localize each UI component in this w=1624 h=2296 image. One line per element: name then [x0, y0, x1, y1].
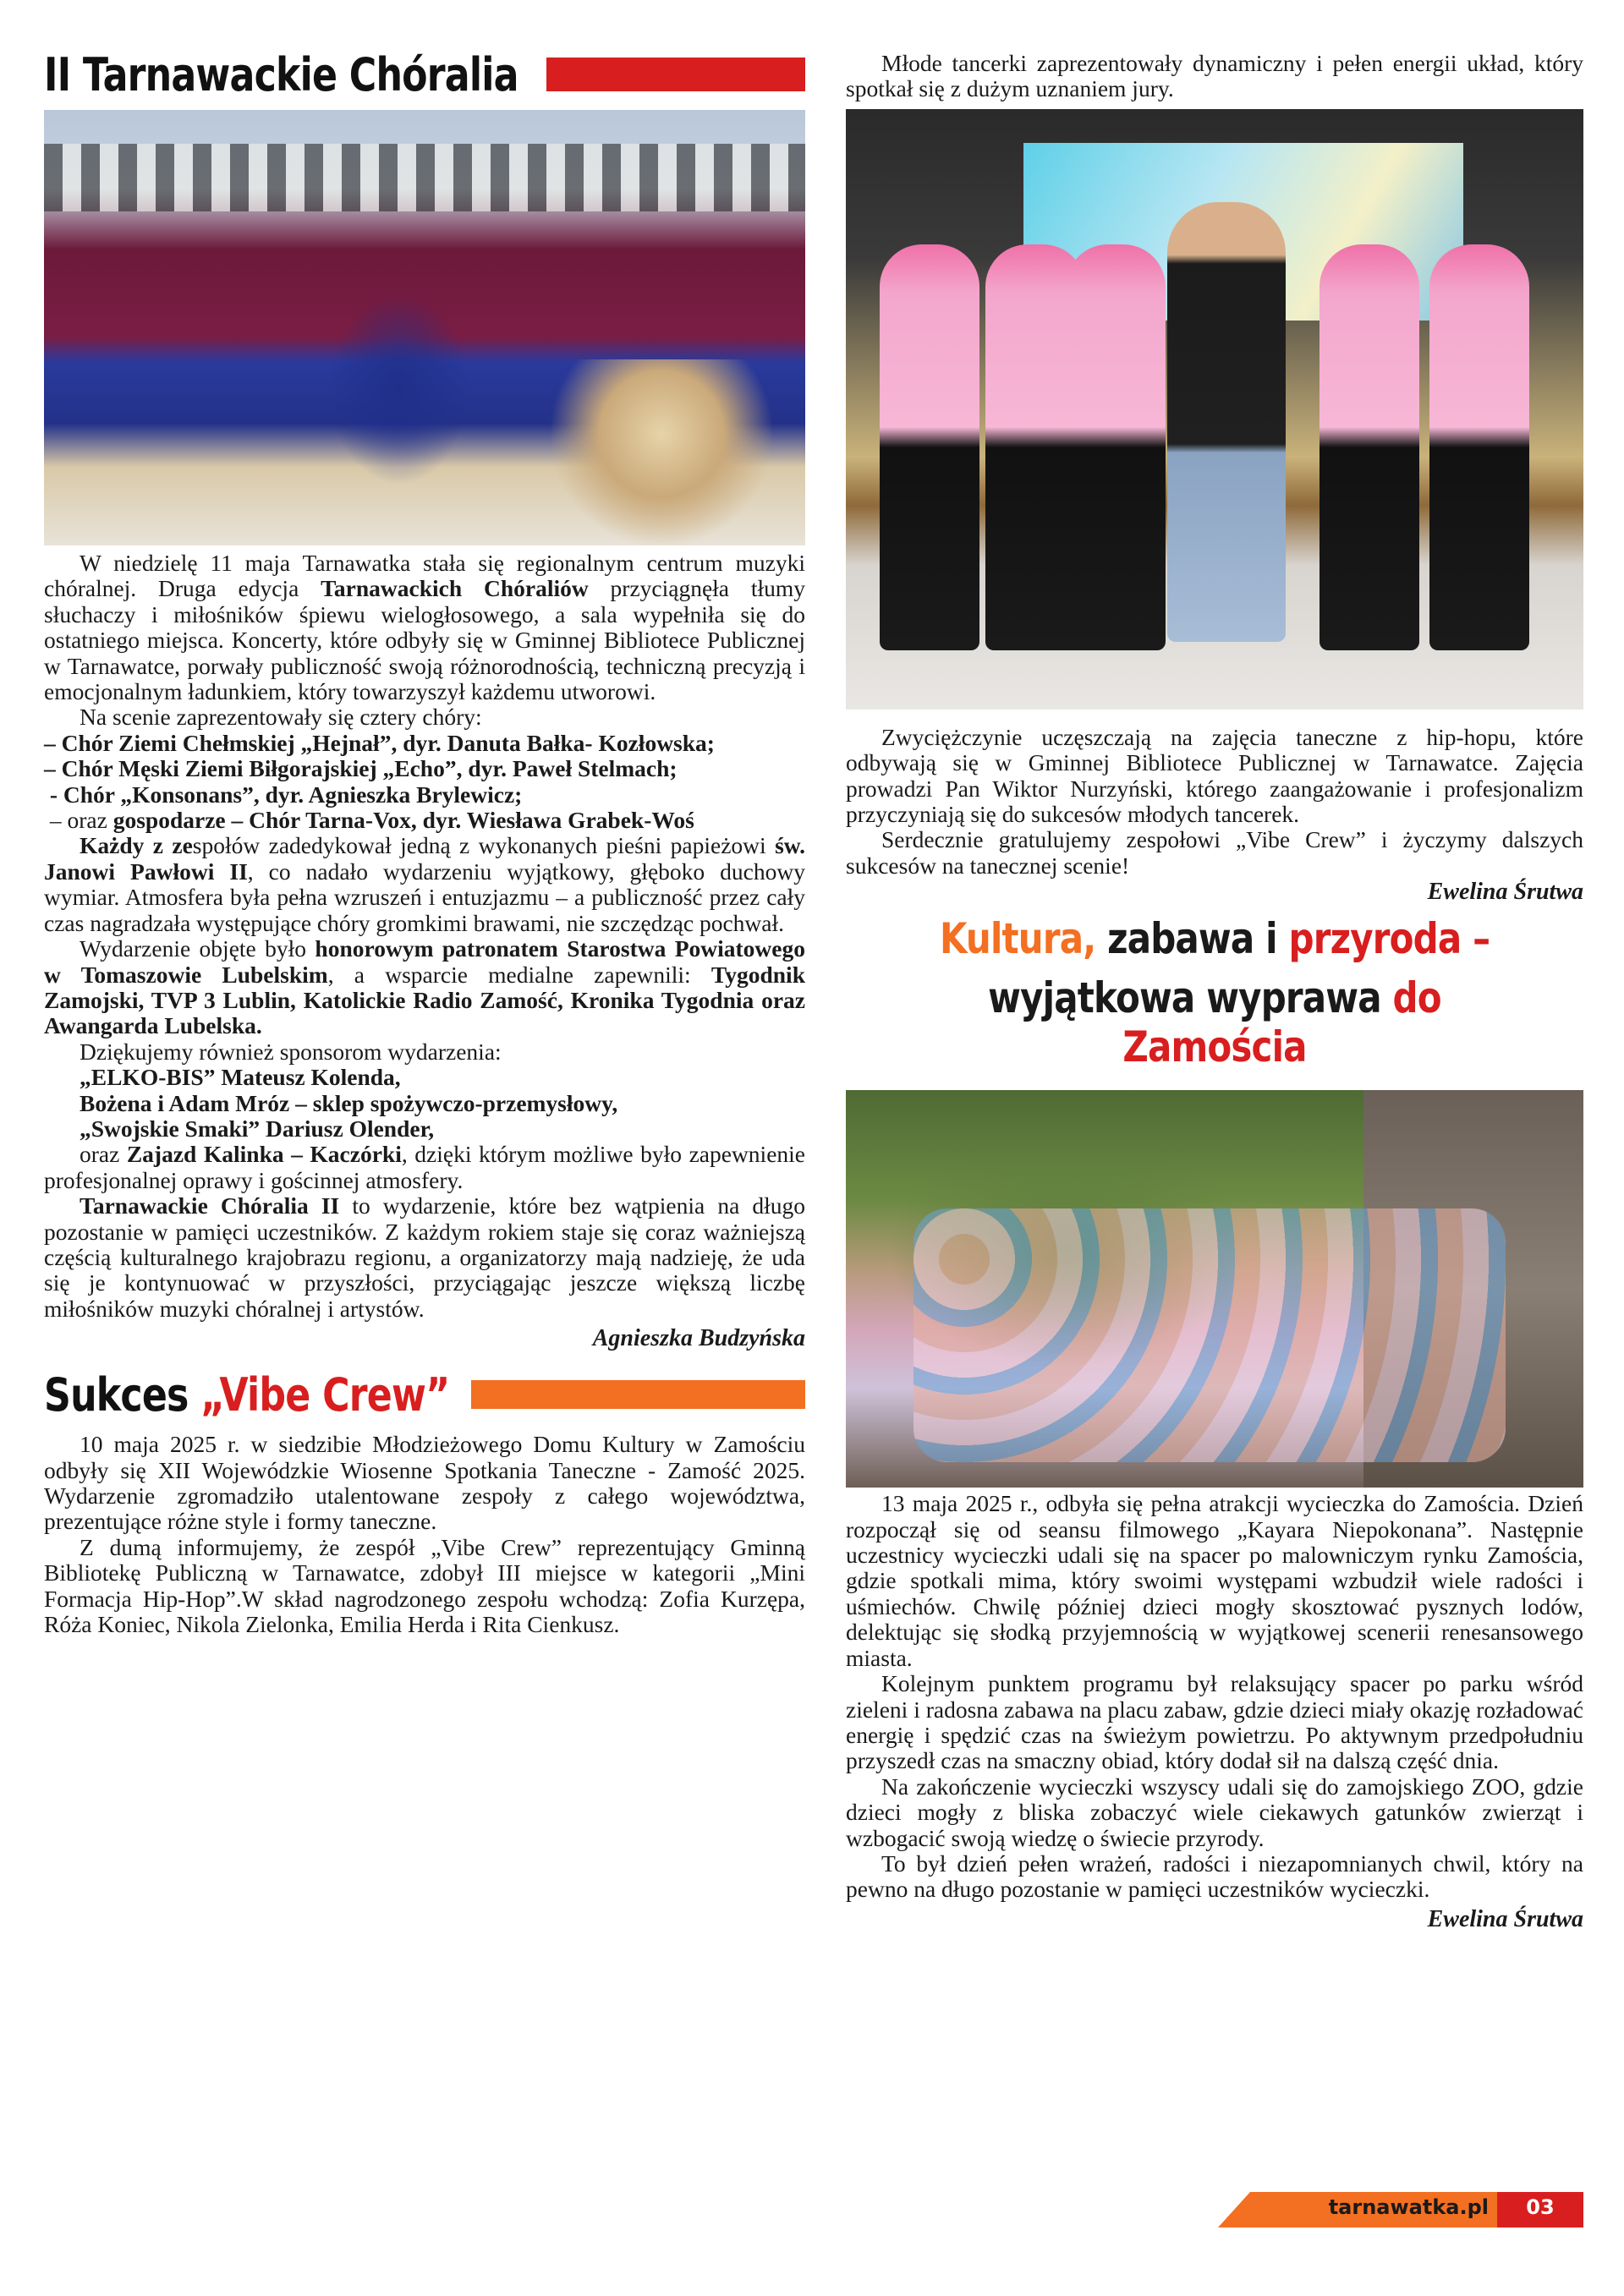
- choralia-author: Agnieszka Budzyńska: [592, 1325, 805, 1352]
- kultura-paragraph: Na zakończenie wycieczki wszyscy udali się do zamojskiego ZOO, gdzie dzieci mogły z bliska zobaczyć wiele ciekawych gatunków zwierząt i wzbogacić swoją wiedzę o świecie przyrody.: [846, 1773, 1583, 1851]
- heading-accent-bar: [546, 58, 805, 91]
- vibe-article-part2: [846, 51, 1583, 102]
- vibe-article-part3: [846, 725, 1583, 906]
- page-footer: [1218, 2192, 1583, 2228]
- choir-photo: [44, 110, 805, 545]
- vibe-title: Sukces „Vibe Crew”: [44, 1367, 450, 1422]
- dancer-figure: [1429, 244, 1529, 650]
- sponsor-item: „ELKO-BIS” Mateusz Kolenda,: [80, 1064, 401, 1091]
- instructor-figure: [1167, 202, 1286, 642]
- heading-accent-bar: [471, 1380, 805, 1409]
- vibe-paragraph: Z dumą informujemy, że zespół „Vibe Crew” reprezentujący Gminną Bibliotekę Publiczną w Tarnawatce, zdobył III miejsce w kategorii „Mini Formacja Hip-Hop”.W skład nagrodzonego zespołu wchodzą: Zofia Kurzępa, Róża Koniec, Nikola Zielonka, Emilia Herda i Rita Cienkusz.: [44, 1533, 805, 1638]
- dancer-figure: [1320, 244, 1419, 650]
- choralia-paragraph: W niedzielę 11 maja Tarnawatka stała się regionalnym centrum muzyki chóralnej. Druga edycja Tarnawackich Chóraliów przyciągnęła tłumy słuchaczy i miłośników śpiewu wielogłosowego, a sala wypełniła się do ostatniego miejsca. Koncerty, które odbyły się w Gminnej Bibliotece Publicznej w Tarnawatce, porwały publiczność swoją różnorodnością, techniczną precyzją i emocjonalnym ładunkiem, który towarzyszył każdemu utworowi.: [44, 550, 805, 705]
- choralia-article: [44, 551, 805, 1352]
- choralia-paragraph: Wydarzenie objęte było honorowym patronatem Starostwa Powiatowego w Tomaszowie Lubelskim, a wsparcie medialne zapewnili: Tygodnik Zamojski, TVP 3 Lublin, Katolickie Radio Zamość, Kronika Tygodnia oraz Awangarda Lubelska.: [44, 935, 805, 1039]
- kultura-paragraph: 13 maja 2025 r., odbyła się pełna atrakcji wycieczka do Zamościa. Dzień rozpoczął się od seansu filmowego „Kayara Niepokonana”. Następnie uczestnicy wycieczki udali się na spacer po malowniczym rynku Zamościa, gdzie spotkali mima, który swoimi występami wzbudził wiele radości i uśmiechów. Chwilę później dzieci mogły skosztować pysznych lodów, delektując się słodką przyjemnością w wyjątkowej scenerii renesansowego miasta.: [846, 1490, 1583, 1671]
- kultura-author: Ewelina Śrutwa: [1427, 1905, 1583, 1932]
- zoo-trip-photo: [846, 1090, 1583, 1488]
- choralia-title: II Tarnawackie Chóralia: [44, 47, 518, 101]
- choralia-paragraph: Tarnawackie Chóralia II to wydarzenie, które bez wątpienia na długo pozostanie w pamięci uczestników. Z każdym rokiem staje się coraz ważniejszą częścią kulturalnego krajobrazu regionu, a organizatorzy mają nadzieję, że uda się je kontynuować w przyszłości, przyciągając jeszcze większą liczbę miłośników muzyki chóralnej i artystów.: [44, 1192, 806, 1322]
- kultura-paragraph: Kolejnym punktem programu był relaksujący spacer po parku wśród zieleni i radosna zabawa na placu zabaw, gdzie dzieci miały okazję rozładować energię i spędzić czas na świeżym powietrzu. Po aktywnym przedpołudniu przyszedł czas na smaczny obiad, który dodał sił na dalszą część dnia.: [846, 1670, 1583, 1774]
- choralia-paragraph: Każdy z zespołów zadedykował jedną z wykonanych pieśni papieżowi św. Janowi Pawłowi II, co nadało wydarzeniu wyjątkowy, głęboko duchowy wymiar. Atmosfera była pełna wzruszeń i entuzjazmu – a publiczność przez cały czas nagradzała występujące chóry gromkimi brawami, nie szczędząc pochwał.: [44, 832, 805, 936]
- vibe-paragraph: 10 maja 2025 r. w siedzibie Młodzieżowego Domu Kultury w Zamościu odbyły się XII Wojewódzkie Wiosenne Spotkania Taneczne - Zamość 2025. Wydarzenie zgromadziło utalentowane zespoły z całego województwa, prezentujące różne style i formy taneczne.: [44, 1431, 805, 1535]
- footer-site[interactable]: tarnawatka.pl: [1328, 2195, 1489, 2219]
- sponsor-item: „Swojskie Smaki” Dariusz Olender,: [80, 1115, 435, 1142]
- sponsor-item: Bożena i Adam Mróz – sklep spożywczo-przemysłowy,: [80, 1089, 618, 1116]
- kultura-article: [846, 1491, 1583, 1933]
- vibe-article-part1: [44, 1432, 805, 1637]
- kultura-paragraph: To był dzień pełen wrażeń, radości i niezapomnianych chwil, który na pewno na długo pozostanie w pamięci uczestników wycieczki.: [846, 1849, 1583, 1903]
- choir-list-item: - Chór „Konsonans”, dyr. Agnieszka Brylewicz;: [49, 781, 523, 808]
- choir-list-item: – Chór Męski Ziemi Biłgorajskiej „Echo”, dyr. Paweł Stelmach;: [44, 755, 678, 782]
- vibe-heading: [44, 1364, 805, 1425]
- choir-list-item: – oraz gospodarze – Chór Tarna-Vox, dyr. Wiesława Grabek-Woś: [49, 807, 694, 834]
- left-column: [44, 44, 805, 1637]
- choralia-paragraph: Na scenie zaprezentowały się cztery chóry:: [80, 704, 482, 731]
- page-number: 03: [1526, 2195, 1555, 2219]
- dancer-figure: [880, 244, 979, 650]
- vibe-author: Ewelina Śrutwa: [1427, 879, 1583, 906]
- vibe-paragraph: Zwyciężczynie uczęszczają na zajęcia taneczne z hip-hopu, które odbywają się w Gminnej Bibliotece Publicznej w Tarnawatce. Zajęcia prowadzi Pan Wiktor Nurzyński, którego zaangażowanie i profesjonalizm przyczyniają się do sukcesów młodych tancerek.: [846, 723, 1583, 828]
- vibe-crew-photo: [846, 109, 1583, 710]
- dancer-figure: [1066, 244, 1166, 650]
- kultura-heading: Kultura, zabawa i przyroda – wyjątkowa wyprawa do Zamościa: [939, 914, 1490, 1072]
- right-column: [846, 44, 1583, 1933]
- vibe-paragraph: Młode tancerki zaprezentowały dynamiczny i pełen energii układ, który spotkał się z dużym uznaniem jury.: [846, 50, 1583, 102]
- choir-list-item: – Chór Ziemi Chełmskiej „Hejnał”, dyr. Danuta Bałka- Kozłowska;: [44, 729, 715, 756]
- sponsor-item: oraz Zajazd Kalinka – Kaczórki, dzięki którym możliwe było zapewnienie profesjonalnej oprawy i gościnnej atmosfery.: [44, 1141, 805, 1193]
- vibe-paragraph: Serdecznie gratulujemy zespołowi „Vibe Crew” i życzymy dalszych sukcesów na tanecznej scenie!: [846, 826, 1583, 879]
- choralia-paragraph: Dziękujemy również sponsorom wydarzenia:: [80, 1038, 502, 1065]
- choralia-heading: [44, 44, 805, 105]
